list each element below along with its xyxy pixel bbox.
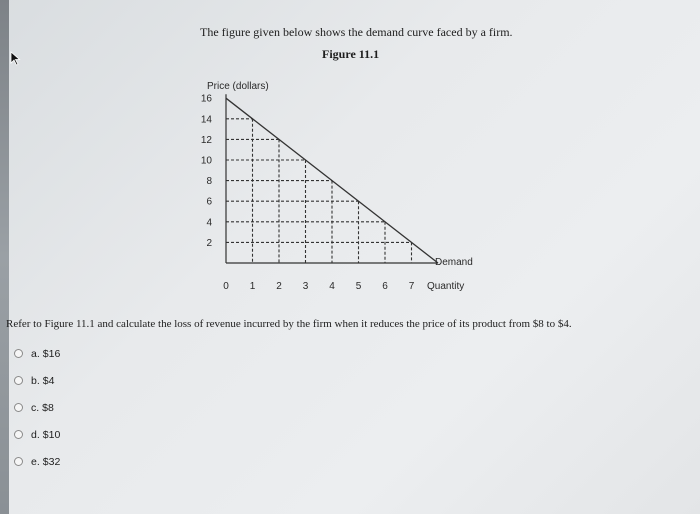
radio-button[interactable] xyxy=(14,403,23,412)
radio-button[interactable] xyxy=(14,349,23,358)
option-text: $8 xyxy=(42,401,54,414)
y-tick-label: 2 xyxy=(206,237,212,249)
tick-labels xyxy=(201,94,415,292)
x-tick-label: 6 xyxy=(382,281,388,292)
demand-series-label: Demand xyxy=(435,257,473,268)
option-c[interactable] xyxy=(14,394,60,421)
option-letter: c. xyxy=(31,401,40,414)
y-tick-label: 16 xyxy=(200,93,212,105)
x-axis-label: Quantity xyxy=(427,281,465,292)
radio-button[interactable] xyxy=(14,376,23,385)
y-tick-label: 14 xyxy=(200,114,212,126)
x-tick-label: 2 xyxy=(276,281,282,292)
question-intro: The figure given below shows the demand curve faced by a firm. xyxy=(200,25,513,39)
radio-button[interactable] xyxy=(14,430,23,439)
option-letter: a. xyxy=(31,347,40,360)
x-tick-label: 1 xyxy=(249,281,256,292)
x-tick-label: 3 xyxy=(302,281,309,292)
option-a[interactable] xyxy=(14,340,60,367)
grid-guides xyxy=(226,119,412,263)
x-tick-label: 7 xyxy=(408,281,415,292)
x-tick-label: 5 xyxy=(355,281,362,292)
y-tick-label: 6 xyxy=(206,196,212,208)
y-axis-label: Price (dollars) xyxy=(207,81,269,92)
y-tick-label: 4 xyxy=(206,217,212,229)
option-letter: e. xyxy=(31,455,40,468)
option-text: $16 xyxy=(42,347,61,360)
option-text: $4 xyxy=(42,374,55,387)
option-letter: d. xyxy=(31,428,40,441)
y-tick-label: 12 xyxy=(200,134,212,146)
y-tick-label: 8 xyxy=(206,176,212,188)
option-text: $32 xyxy=(42,455,61,468)
radio-button[interactable] xyxy=(14,457,23,466)
question-prompt: Refer to Figure 11.1 and calculate the loss of revenue incurred by the firm when it reduces the price of its product from $8 to $4. xyxy=(6,318,572,330)
x-tick-label: 0 xyxy=(223,281,229,292)
option-d[interactable] xyxy=(14,421,60,448)
x-tick-label: 4 xyxy=(329,281,335,292)
mouse-pointer-icon xyxy=(8,50,22,66)
answer-options xyxy=(14,340,60,475)
option-b[interactable] xyxy=(14,367,60,394)
option-letter: b. xyxy=(31,374,40,387)
option-e[interactable] xyxy=(14,448,60,475)
figure-title: Figure 11.1 xyxy=(322,47,380,61)
window-edge xyxy=(0,0,9,514)
y-tick-label: 10 xyxy=(200,155,212,167)
option-text: $10 xyxy=(42,428,61,441)
demand-chart xyxy=(190,70,500,300)
